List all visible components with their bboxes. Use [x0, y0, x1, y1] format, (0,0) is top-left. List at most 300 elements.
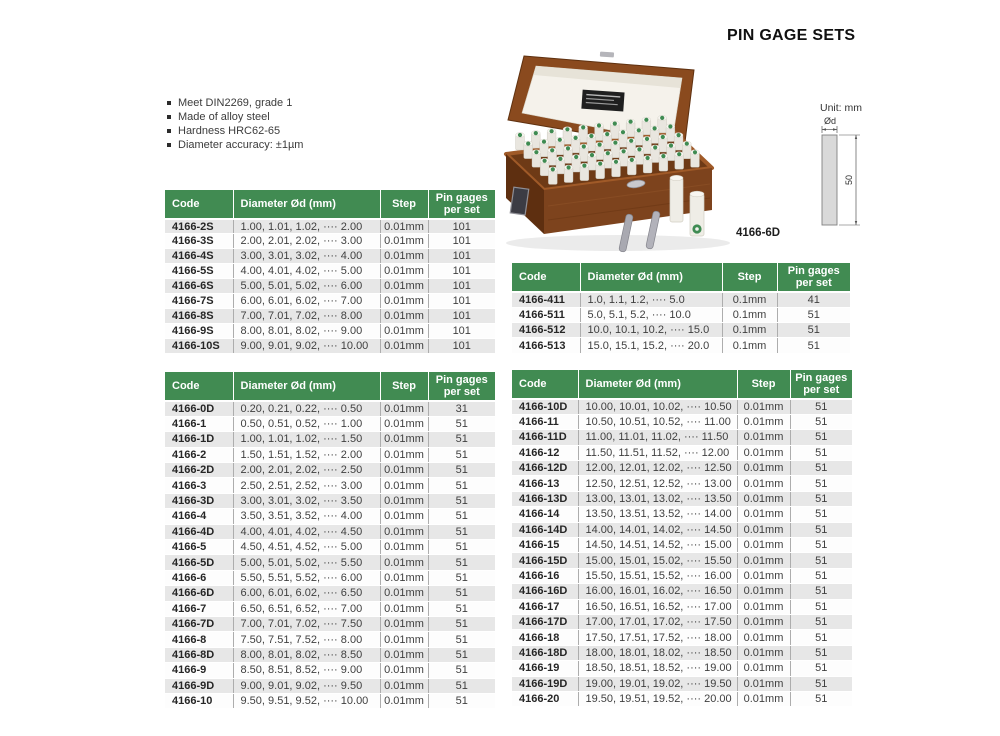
- cell-pin-gages: 51: [428, 601, 495, 616]
- cell-pin-gages: 101: [428, 249, 495, 264]
- cell-pin-gages: 101: [428, 338, 495, 353]
- table-row: [512, 691, 852, 706]
- cell-code: 4166-2D: [165, 463, 233, 478]
- header-pin-gages: Pin gages per set: [777, 263, 850, 292]
- cell-code: 4166-13D: [512, 491, 578, 506]
- cell-pin-gages: 51: [428, 463, 495, 478]
- cell-code: 4166-5D: [165, 555, 233, 570]
- cell-step: 0.01mm: [737, 568, 790, 583]
- table-row: [512, 538, 852, 553]
- cell-code: 4166-12D: [512, 461, 578, 476]
- feature-item: Meet DIN2269, grade 1: [167, 96, 303, 110]
- cell-step: 0.01mm: [380, 401, 428, 416]
- cell-diameter: 17.50, 17.51, 17.52, ···· 18.00: [578, 630, 737, 645]
- cell-code: 4166-15D: [512, 553, 578, 568]
- cell-code: 4166-17D: [512, 614, 578, 629]
- header-diameter: Diameter Ød (mm): [580, 263, 722, 292]
- table-d-series-low: [165, 372, 495, 709]
- cell-code: 4166-9S: [165, 323, 233, 338]
- cell-pin-gages: 51: [428, 478, 495, 493]
- cell-step: 0.01mm: [737, 676, 790, 691]
- cell-pin-gages: 101: [428, 308, 495, 323]
- table-row: [165, 586, 495, 601]
- cell-code: 4166-15: [512, 538, 578, 553]
- cell-pin-gages: 51: [790, 630, 852, 645]
- cell-pin-gages: 51: [790, 491, 852, 506]
- cell-step: 0.01mm: [380, 663, 428, 678]
- cell-diameter: 15.00, 15.01, 15.02, ···· 15.50: [578, 553, 737, 568]
- cell-diameter: 9.00, 9.01, 9.02, ···· 9.50: [233, 678, 380, 693]
- header-step: Step: [380, 372, 428, 401]
- cell-step: 0.01mm: [737, 461, 790, 476]
- cell-code: 4166-18: [512, 630, 578, 645]
- cell-step: 0.01mm: [380, 555, 428, 570]
- cell-code: 4166-2S: [165, 219, 233, 234]
- cell-pin-gages: 51: [790, 430, 852, 445]
- cell-pin-gages: 51: [790, 414, 852, 429]
- cell-pin-gages: 51: [428, 555, 495, 570]
- table-row: [165, 293, 495, 308]
- cell-diameter: 11.50, 11.51, 11.52, ···· 12.00: [578, 445, 737, 460]
- unit-label: Unit: mm: [820, 102, 862, 114]
- cell-code: 4166-19: [512, 661, 578, 676]
- cell-pin-gages: 101: [428, 323, 495, 338]
- cell-step: 0.01mm: [380, 493, 428, 508]
- cell-diameter: 18.50, 18.51, 18.52, ···· 19.00: [578, 661, 737, 676]
- cell-step: 0.01mm: [737, 476, 790, 491]
- cell-pin-gages: 31: [428, 401, 495, 416]
- cell-code: 4166-11D: [512, 430, 578, 445]
- cell-diameter: 19.00, 19.01, 19.02, ···· 19.50: [578, 676, 737, 691]
- table-row: [512, 491, 852, 506]
- cell-code: 4166-6S: [165, 279, 233, 294]
- table-row: [165, 478, 495, 493]
- cell-step: 0.01mm: [380, 338, 428, 353]
- cell-code: 4166-3: [165, 478, 233, 493]
- cell-diameter: 4.00, 4.01, 4.02, ···· 5.00: [233, 264, 380, 279]
- table-row: [165, 524, 495, 539]
- cell-step: 0.01mm: [737, 430, 790, 445]
- pin-dimension-diagram: [812, 114, 902, 240]
- cell-step: 0.01mm: [380, 616, 428, 631]
- cell-diameter: 14.00, 14.01, 14.02, ···· 14.50: [578, 522, 737, 537]
- header-pin-gages: Pin gages per set: [428, 190, 495, 219]
- cell-diameter: 7.00, 7.01, 7.02, ···· 7.50: [233, 616, 380, 631]
- cell-code: 4166-16D: [512, 584, 578, 599]
- side-plate: [510, 187, 528, 215]
- cell-pin-gages: 51: [428, 432, 495, 447]
- cell-diameter: 15.0, 15.1, 15.2, ···· 20.0: [580, 338, 722, 353]
- table-header-row: [165, 190, 495, 219]
- cell-pin-gages: 101: [428, 219, 495, 234]
- table-row: [165, 401, 495, 416]
- table-row: [512, 445, 852, 460]
- cell-diameter: 10.00, 10.01, 10.02, ···· 10.50: [578, 399, 737, 414]
- header-pin-gages: Pin gages per set: [790, 370, 852, 399]
- cell-diameter: 13.50, 13.51, 13.52, ···· 14.00: [578, 507, 737, 522]
- cell-step: 0.01mm: [380, 219, 428, 234]
- feature-list: [167, 96, 303, 152]
- table-row: [512, 630, 852, 645]
- table-row: [165, 432, 495, 447]
- cell-step: 0.01mm: [737, 538, 790, 553]
- header-step: Step: [380, 190, 428, 219]
- table-row: [512, 553, 852, 568]
- table-row: [512, 522, 852, 537]
- cell-step: 0.01mm: [380, 264, 428, 279]
- header-diameter: Diameter Ød (mm): [233, 372, 380, 401]
- cell-diameter: 3.00, 3.01, 3.02, ···· 4.00: [233, 249, 380, 264]
- cell-diameter: 6.00, 6.01, 6.02, ···· 7.00: [233, 293, 380, 308]
- cell-step: 0.01mm: [380, 570, 428, 585]
- cell-step: 0.01mm: [380, 234, 428, 249]
- cell-code: 4166-6: [165, 570, 233, 585]
- table-row: [512, 461, 852, 476]
- table-row: [165, 570, 495, 585]
- feature-item: Hardness HRC62-65: [167, 124, 303, 138]
- cell-diameter: 15.50, 15.51, 15.52, ···· 16.00: [578, 568, 737, 583]
- cell-pin-gages: 51: [428, 524, 495, 539]
- length-dim-label: 50: [844, 174, 854, 186]
- cell-pin-gages: 51: [790, 522, 852, 537]
- cell-diameter: 3.50, 3.51, 3.52, ···· 4.00: [233, 509, 380, 524]
- cell-step: 0.01mm: [737, 414, 790, 429]
- cell-pin-gages: 51: [428, 586, 495, 601]
- cell-diameter: 1.0, 1.1, 1.2, ···· 5.0: [580, 292, 722, 307]
- table-tenth-step-series: [512, 263, 850, 354]
- cell-step: 0.01mm: [380, 478, 428, 493]
- cell-step: 0.01mm: [380, 586, 428, 601]
- lid-label: [581, 90, 624, 112]
- cell-pin-gages: 51: [428, 447, 495, 462]
- header-diameter: Diameter Ød (mm): [233, 190, 380, 219]
- cell-pin-gages: 51: [790, 676, 852, 691]
- table-row: [165, 509, 495, 524]
- table-row: [165, 338, 495, 353]
- table-row: [165, 463, 495, 478]
- table-row: [512, 584, 852, 599]
- cell-step: 0.01mm: [737, 645, 790, 660]
- cell-step: 0.01mm: [380, 647, 428, 662]
- cell-pin-gages: 51: [428, 663, 495, 678]
- cell-diameter: 12.50, 12.51, 12.52, ···· 13.00: [578, 476, 737, 491]
- cell-step: 0.01mm: [380, 308, 428, 323]
- cell-pin-gages: 51: [790, 599, 852, 614]
- cell-step: 0.01mm: [380, 693, 428, 708]
- cell-pin-gages: 51: [790, 584, 852, 599]
- cell-pin-gages: 51: [790, 691, 852, 706]
- cell-step: 0.01mm: [380, 524, 428, 539]
- feature-item: Made of alloy steel: [167, 110, 303, 124]
- header-code: Code: [165, 190, 233, 219]
- cell-code: 4166-2: [165, 447, 233, 462]
- table-d-series-high: [512, 370, 852, 707]
- cell-diameter: 9.50, 9.51, 9.52, ···· 10.00: [233, 693, 380, 708]
- cell-diameter: 1.50, 1.51, 1.52, ···· 2.00: [233, 447, 380, 462]
- cell-pin-gages: 51: [790, 614, 852, 629]
- table-row: [512, 338, 850, 353]
- cell-pin-gages: 51: [428, 509, 495, 524]
- cell-diameter: 6.50, 6.51, 6.52, ···· 7.00: [233, 601, 380, 616]
- pin-outline: [822, 135, 837, 225]
- cell-code: 4166-511: [512, 307, 580, 322]
- cell-diameter: 4.00, 4.01, 4.02, ···· 4.50: [233, 524, 380, 539]
- table-row: [512, 661, 852, 676]
- cell-pin-gages: 51: [777, 338, 850, 353]
- cell-pin-gages: 101: [428, 293, 495, 308]
- table-row: [165, 279, 495, 294]
- table-row: [512, 599, 852, 614]
- cell-diameter: 18.00, 18.01, 18.02, ···· 18.50: [578, 645, 737, 660]
- cell-pin-gages: 51: [790, 645, 852, 660]
- cell-diameter: 12.00, 12.01, 12.02, ···· 12.50: [578, 461, 737, 476]
- cell-diameter: 2.50, 2.51, 2.52, ···· 3.00: [233, 478, 380, 493]
- table-row: [165, 678, 495, 693]
- cell-step: 0.01mm: [380, 601, 428, 616]
- cell-pin-gages: 51: [790, 553, 852, 568]
- cell-code: 4166-4D: [165, 524, 233, 539]
- cell-code: 4166-11: [512, 414, 578, 429]
- cell-step: 0.01mm: [380, 279, 428, 294]
- cell-step: 0.01mm: [737, 630, 790, 645]
- cell-step: 0.01mm: [380, 509, 428, 524]
- cell-code: 4166-9D: [165, 678, 233, 693]
- table-header-row: [165, 372, 495, 401]
- cell-diameter: 5.50, 5.51, 5.52, ···· 6.00: [233, 570, 380, 585]
- cell-pin-gages: 51: [790, 661, 852, 676]
- cell-code: 4166-18D: [512, 645, 578, 660]
- table-row: [512, 568, 852, 583]
- table-row: [512, 676, 852, 691]
- cell-pin-gages: 41: [777, 292, 850, 307]
- table-row: [165, 632, 495, 647]
- header-code: Code: [512, 370, 578, 399]
- cell-code: 4166-14: [512, 507, 578, 522]
- table-row: [512, 307, 850, 322]
- cell-step: 0.01mm: [380, 249, 428, 264]
- table-row: [165, 693, 495, 708]
- cell-code: 4166-8: [165, 632, 233, 647]
- cell-diameter: 19.50, 19.51, 19.52, ···· 20.00: [578, 691, 737, 706]
- photo-caption: 4166-6D: [736, 227, 781, 239]
- cell-pin-gages: 51: [428, 493, 495, 508]
- cell-step: 0.1mm: [722, 307, 777, 322]
- table-s-series: [165, 190, 495, 354]
- header-code: Code: [165, 372, 233, 401]
- table-row: [165, 219, 495, 234]
- cell-pin-gages: 51: [790, 538, 852, 553]
- header-step: Step: [722, 263, 777, 292]
- cell-step: 0.01mm: [737, 445, 790, 460]
- page-title: PIN GAGE SETS: [727, 27, 856, 44]
- cell-code: 4166-0D: [165, 401, 233, 416]
- cell-diameter: 14.50, 14.51, 14.52, ···· 15.00: [578, 538, 737, 553]
- cell-diameter: 9.00, 9.01, 9.02, ···· 10.00: [233, 338, 380, 353]
- table-header-row: [512, 263, 850, 292]
- table-row: [512, 476, 852, 491]
- cell-step: 0.01mm: [380, 463, 428, 478]
- cell-diameter: 2.00, 2.01, 2.02, ···· 2.50: [233, 463, 380, 478]
- cell-diameter: 16.50, 16.51, 16.52, ···· 17.00: [578, 599, 737, 614]
- cell-diameter: 1.00, 1.01, 1.02, ···· 1.50: [233, 432, 380, 447]
- table-row: [165, 264, 495, 279]
- cell-code: 4166-8S: [165, 308, 233, 323]
- cell-code: 4166-5S: [165, 264, 233, 279]
- cell-pin-gages: 51: [790, 507, 852, 522]
- cell-code: 4166-7: [165, 601, 233, 616]
- cell-step: 0.1mm: [722, 292, 777, 307]
- table-row: [165, 416, 495, 431]
- cell-diameter: 8.00, 8.01, 8.02, ···· 8.50: [233, 647, 380, 662]
- cell-step: 0.01mm: [737, 399, 790, 414]
- header-diameter: Diameter Ød (mm): [578, 370, 737, 399]
- cell-pin-gages: 51: [777, 323, 850, 338]
- cell-step: 0.01mm: [737, 491, 790, 506]
- table-row: [512, 614, 852, 629]
- cell-step: 0.1mm: [722, 323, 777, 338]
- table-row: [165, 249, 495, 264]
- cell-diameter: 0.50, 0.51, 0.52, ···· 1.00: [233, 416, 380, 431]
- cell-code: 4166-14D: [512, 522, 578, 537]
- cell-code: 4166-512: [512, 323, 580, 338]
- table-row: [512, 645, 852, 660]
- cell-code: 4166-7D: [165, 616, 233, 631]
- cell-diameter: 5.00, 5.01, 5.02, ···· 6.00: [233, 279, 380, 294]
- cell-step: 0.01mm: [737, 599, 790, 614]
- diameter-dim-label: Ød: [823, 116, 837, 126]
- cell-pin-gages: 51: [428, 693, 495, 708]
- cell-code: 4166-10: [165, 693, 233, 708]
- cell-pin-gages: 51: [790, 461, 852, 476]
- table-row: [165, 323, 495, 338]
- cell-pin-gages: 51: [428, 678, 495, 693]
- cell-pin-gages: 51: [777, 307, 850, 322]
- cell-code: 4166-1: [165, 416, 233, 431]
- cell-code: 4166-9: [165, 663, 233, 678]
- cell-pin-gages: 101: [428, 264, 495, 279]
- cell-code: 4166-513: [512, 338, 580, 353]
- cell-pin-gages: 101: [428, 234, 495, 249]
- cell-pin-gages: 101: [428, 279, 495, 294]
- table-header-row: [512, 370, 852, 399]
- cell-code: 4166-20: [512, 691, 578, 706]
- cell-step: 0.01mm: [737, 691, 790, 706]
- header-step: Step: [737, 370, 790, 399]
- feature-item: Diameter accuracy: ±1µm: [167, 138, 303, 152]
- cell-diameter: 7.50, 7.51, 7.52, ···· 8.00: [233, 632, 380, 647]
- cell-code: 4166-10S: [165, 338, 233, 353]
- cell-step: 0.01mm: [380, 323, 428, 338]
- cell-diameter: 2.00, 2.01, 2.02, ···· 3.00: [233, 234, 380, 249]
- cell-pin-gages: 51: [428, 416, 495, 431]
- cell-pin-gages: 51: [790, 445, 852, 460]
- table-row: [512, 507, 852, 522]
- cell-code: 4166-13: [512, 476, 578, 491]
- cell-pin-gages: 51: [790, 399, 852, 414]
- cell-pin-gages: 51: [428, 647, 495, 662]
- cell-pin-gages: 51: [428, 632, 495, 647]
- table-row: [165, 616, 495, 631]
- cell-step: 0.01mm: [737, 661, 790, 676]
- cell-code: 4166-1D: [165, 432, 233, 447]
- cell-pin-gages: 51: [790, 476, 852, 491]
- cell-diameter: 5.0, 5.1, 5.2, ···· 10.0: [580, 307, 722, 322]
- cell-diameter: 8.00, 8.01, 8.02, ···· 9.00: [233, 323, 380, 338]
- cell-diameter: 8.50, 8.51, 8.52, ···· 9.00: [233, 663, 380, 678]
- cell-code: 4166-6D: [165, 586, 233, 601]
- cell-code: 4166-19D: [512, 676, 578, 691]
- table-row: [165, 447, 495, 462]
- cell-diameter: 10.50, 10.51, 10.52, ···· 11.00: [578, 414, 737, 429]
- cell-diameter: 4.50, 4.51, 4.52, ···· 5.00: [233, 540, 380, 555]
- table-row: [512, 323, 850, 338]
- cell-pin-gages: 51: [428, 616, 495, 631]
- cell-code: 4166-5: [165, 540, 233, 555]
- cell-diameter: 0.20, 0.21, 0.22, ···· 0.50: [233, 401, 380, 416]
- header-code: Code: [512, 263, 580, 292]
- cell-step: 0.01mm: [380, 447, 428, 462]
- cell-code: 4166-7S: [165, 293, 233, 308]
- table-row: [512, 399, 852, 414]
- cell-diameter: 11.00, 11.01, 11.02, ···· 11.50: [578, 430, 737, 445]
- cell-step: 0.01mm: [737, 507, 790, 522]
- table-row: [512, 414, 852, 429]
- table-row: [165, 540, 495, 555]
- header-pin-gages: Pin gages per set: [428, 372, 495, 401]
- cell-step: 0.01mm: [380, 540, 428, 555]
- cell-code: 4166-411: [512, 292, 580, 307]
- cell-code: 4166-3D: [165, 493, 233, 508]
- cell-code: 4166-4: [165, 509, 233, 524]
- table-row: [512, 292, 850, 307]
- table-row: [165, 555, 495, 570]
- table-row: [165, 308, 495, 323]
- cell-code: 4166-17: [512, 599, 578, 614]
- cell-step: 0.01mm: [737, 553, 790, 568]
- cell-code: 4166-8D: [165, 647, 233, 662]
- cell-pin-gages: 51: [428, 570, 495, 585]
- cell-step: 0.01mm: [380, 293, 428, 308]
- table-row: [165, 234, 495, 249]
- product-photo: [498, 38, 730, 256]
- cell-step: 0.01mm: [737, 584, 790, 599]
- cell-diameter: 16.00, 16.01, 16.02, ···· 16.50: [578, 584, 737, 599]
- cell-code: 4166-12: [512, 445, 578, 460]
- cell-code: 4166-16: [512, 568, 578, 583]
- cell-code: 4166-4S: [165, 249, 233, 264]
- cell-pin-gages: 51: [790, 568, 852, 583]
- cell-diameter: 5.00, 5.01, 5.02, ···· 5.50: [233, 555, 380, 570]
- cell-diameter: 7.00, 7.01, 7.02, ···· 8.00: [233, 308, 380, 323]
- cell-code: 4166-3S: [165, 234, 233, 249]
- cell-step: 0.01mm: [380, 632, 428, 647]
- table-row: [165, 663, 495, 678]
- cell-diameter: 6.00, 6.01, 6.02, ···· 6.50: [233, 586, 380, 601]
- cell-diameter: 10.0, 10.1, 10.2, ···· 15.0: [580, 323, 722, 338]
- cell-diameter: 13.00, 13.01, 13.02, ···· 13.50: [578, 491, 737, 506]
- cell-step: 0.01mm: [380, 416, 428, 431]
- cell-diameter: 1.00, 1.01, 1.02, ···· 2.00: [233, 219, 380, 234]
- cell-step: 0.01mm: [380, 678, 428, 693]
- table-row: [165, 493, 495, 508]
- cell-step: 0.01mm: [380, 432, 428, 447]
- cell-pin-gages: 51: [428, 540, 495, 555]
- table-row: [512, 430, 852, 445]
- cell-diameter: 17.00, 17.01, 17.02, ···· 17.50: [578, 614, 737, 629]
- table-row: [165, 601, 495, 616]
- table-row: [165, 647, 495, 662]
- cell-code: 4166-10D: [512, 399, 578, 414]
